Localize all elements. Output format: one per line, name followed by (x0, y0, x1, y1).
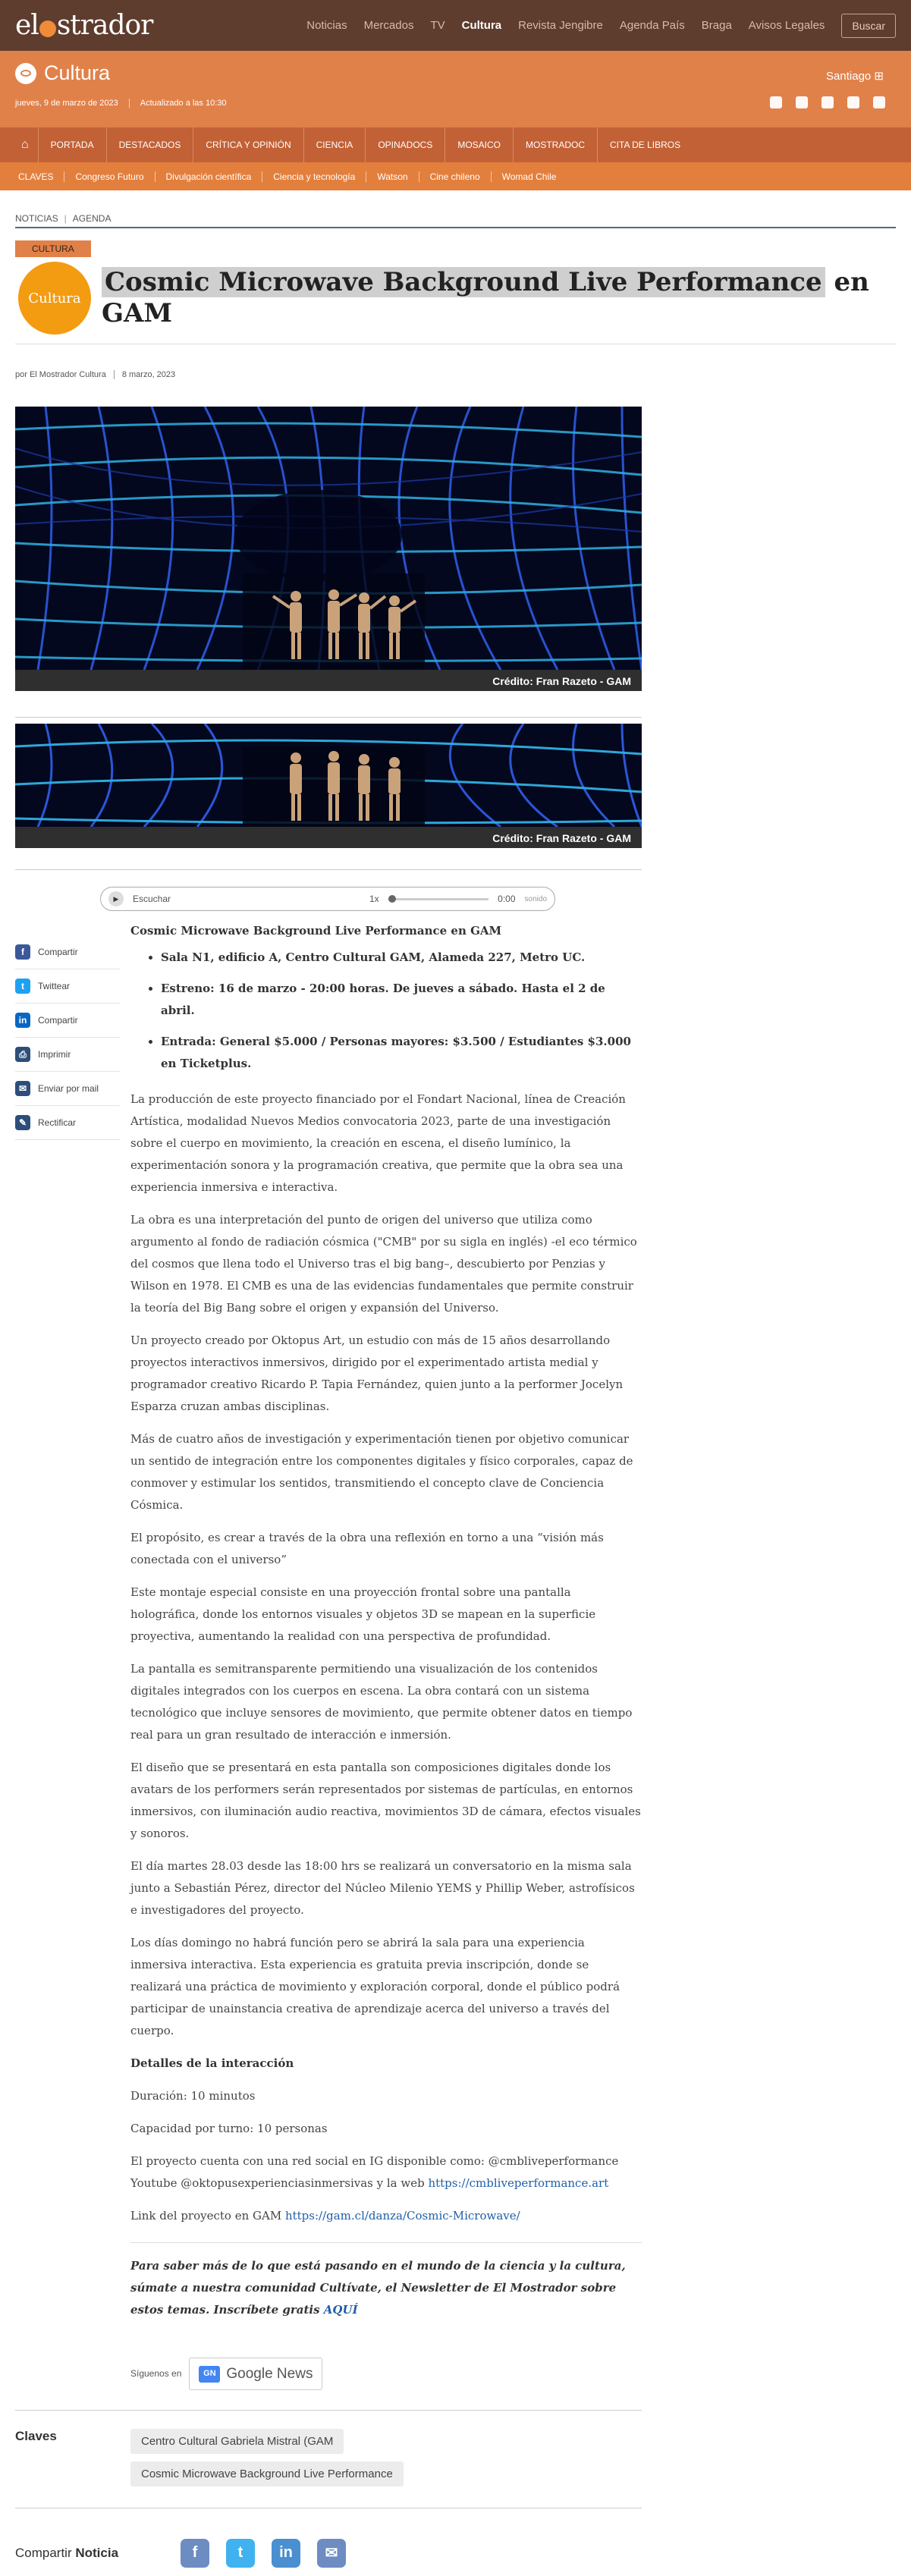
main-image (15, 407, 642, 691)
page-title-highlight: Cosmic Microwave Background Live Performance (102, 267, 825, 297)
sub-nav-watson[interactable]: Watson (366, 171, 418, 182)
logo-text-left: el (15, 10, 39, 41)
facebook-icon[interactable]: f (181, 2539, 209, 2568)
share-label: Rectificar (38, 1117, 77, 1128)
correction-button[interactable] (15, 1106, 120, 1140)
section-title-label: Cultura (44, 61, 111, 84)
share-facebook[interactable] (15, 935, 120, 969)
performance-photo-cropped (15, 724, 642, 827)
print-button[interactable] (15, 1038, 120, 1072)
sub-nav (0, 162, 911, 190)
image-credit: Crédito: Fran Razeto - GAM (15, 827, 642, 848)
play-icon[interactable]: ▶ (108, 891, 124, 906)
byline (15, 370, 896, 379)
main-nav (0, 127, 911, 162)
paragraph: Los días domingo no habrá función pero se abrirá la sala para una experiencia inmersiva interactiva. Esta experiencia es gratuita previa inscripción, donde se realizará una práctica de movimiento y exploración corporal, donde el público podrá participar de unainstancia creativa de aprendizaje acerca del universo a través del cuerpo. (130, 1936, 620, 2037)
paragraph: Un proyecto creado por Oktopus Art, un estudio con más de 15 años desarrollando proyectos interactivos inmersivos, dirigido por el experimentado artista medial y programador creativo Ricardo P. Tapia Fernández, quien junto a la performer Jocelyn Esparza cruzan ambas disciplinas. (130, 1334, 624, 1413)
logo-text-right: strador (56, 10, 153, 41)
yt-line: Youtube @oktopusexperienciasinmersivas y la web (130, 2176, 429, 2190)
grid-photo-graphic (15, 407, 642, 670)
list-item: • Sala N1, edificio A, Centro Cultural GAM, Alameda 227, Metro UC. (161, 947, 642, 969)
divider (15, 717, 642, 718)
divider (114, 370, 115, 379)
breadcrumb-noticias[interactable]: NOTICIAS (15, 213, 58, 224)
google-news-follow (130, 2358, 642, 2410)
section-title[interactable] (15, 61, 896, 85)
gam-prefix: Link del proyecto en GAM (130, 2209, 285, 2223)
publish-date: 8 marzo, 2023 (121, 370, 176, 379)
category-badge[interactable]: CULTURA (15, 240, 91, 257)
search-button[interactable]: Buscar (841, 14, 896, 38)
keywords-title: Claves (15, 2429, 57, 2443)
sound-control[interactable]: sonido (524, 894, 547, 903)
social-links-paragraph (130, 2150, 642, 2194)
top-nav-revista-jengibre[interactable]: Revista Jengibre (518, 19, 603, 32)
twitter-icon[interactable]: t (226, 2539, 255, 2568)
capacity: Capacidad por turno: 10 personas (130, 2122, 328, 2135)
google-news-label: Google News (226, 2366, 313, 2382)
top-nav-cultura[interactable]: Cultura (461, 19, 502, 32)
pencil-icon: ✎ (15, 1115, 30, 1130)
audio-label: Escuchar (133, 894, 171, 904)
main-nav-ciencia[interactable]: CIENCIA (303, 127, 366, 162)
section-header (0, 51, 911, 127)
paragraph: Este montaje especial consiste en una proyección frontal sobre una pantalla holográfica, donde los entornos visuales y objetos 3D se mapean en la superficie proyectiva, aumentando la realidad con una perspectiva de profundidad. (130, 1585, 596, 1643)
divider (15, 869, 642, 870)
share-title-prefix: Compartir (15, 2545, 76, 2560)
share-twitter[interactable] (15, 969, 120, 1004)
section-badge: Cultura (18, 262, 91, 335)
secondary-image (15, 724, 642, 848)
paragraph: El día martes 28.03 desde las 18:00 hrs se realizará un conversatorio en la misma sala junto a Sebastián Pérez, director del Núcleo Milenio YEMS y Phillip Weber, astrofísicos e investigadores del proyecto. (130, 1859, 635, 1917)
breadcrumb (15, 213, 896, 228)
audio-time: 0:00 (498, 894, 516, 904)
article-body (130, 919, 642, 2410)
paragraph: El diseño que se presentará en esta pantalla son composiciones digitales donde los avatars de los performers serán representados por sistemas de partículas, en entornos inmersivos, con iluminación audio reactiva, movimientos 3D de cámara, efectos visuales y sonoros. (130, 1761, 641, 1840)
sub-nav-cine-chileno[interactable]: Cine chileno (419, 171, 491, 182)
keyword-tag[interactable]: Cosmic Microwave Background Live Performance (130, 2461, 404, 2486)
keyword-tags (130, 2429, 404, 2486)
linkedin-icon[interactable]: in (272, 2539, 300, 2568)
main-nav-mosaico[interactable]: MOSAICO (445, 127, 513, 162)
print-icon: ⎙ (15, 1047, 30, 1062)
article (15, 919, 896, 2410)
image-credit: Crédito: Fran Razeto - GAM (15, 670, 642, 691)
facebook-icon[interactable] (770, 96, 782, 108)
main-content (0, 213, 911, 2576)
performance-photo (15, 407, 642, 670)
top-nav-noticias[interactable]: Noticias (306, 19, 347, 32)
share-linkedin[interactable] (15, 1004, 120, 1038)
eye-icon (15, 63, 36, 84)
main-nav-destacados[interactable]: DESTACADOS (106, 127, 193, 162)
main-nav-critica-opinion[interactable]: CRÍTICA Y OPINIÓN (193, 127, 303, 162)
top-nav (306, 14, 896, 38)
author[interactable]: por El Mostrador Cultura (15, 370, 106, 379)
website-link[interactable]: https://cmbliveperformance.art (428, 2176, 609, 2190)
details-title: Detalles de la interacción (130, 2056, 294, 2070)
main-nav-portada[interactable]: PORTADA (38, 127, 106, 162)
article-header (15, 262, 896, 344)
twitter-icon: t (15, 979, 30, 994)
list-item: • Entrada: General $5.000 / Personas mayores: $3.500 / Estudiantes $3.000 en Ticketplus. (161, 1031, 642, 1075)
main-nav-cita-libros[interactable]: CITA DE LIBROS (597, 127, 693, 162)
share-label: Enviar por mail (38, 1083, 99, 1094)
page-title-rest: en GAM (102, 267, 869, 328)
share-title (15, 2546, 137, 2561)
grid-photo-graphic (15, 724, 642, 827)
current-date: jueves, 9 de marzo de 2023 (15, 99, 118, 108)
event-info-list (161, 947, 642, 1075)
page-title (102, 267, 896, 329)
rss-icon[interactable] (873, 96, 885, 108)
share-label: Imprimir (38, 1049, 71, 1060)
ig-line: El proyecto cuenta con una red social en IG disponible como: @cmbliveperformance (130, 2154, 619, 2168)
sub-nav-ciencia-tecnologia[interactable]: Ciencia y tecnología (262, 171, 366, 182)
gam-link[interactable]: https://gam.cl/danza/Cosmic-Microwave/ (284, 2209, 520, 2223)
home-icon[interactable]: ⌂ (21, 138, 29, 151)
top-nav-tv[interactable]: TV (430, 19, 445, 32)
article-intro: Cosmic Microwave Background Live Performance en GAM (130, 924, 502, 938)
google-news-icon: GN (199, 2366, 220, 2383)
mail-icon[interactable]: ✉ (317, 2539, 346, 2568)
divider (129, 99, 130, 108)
top-nav-agenda-pais[interactable]: Agenda País (619, 19, 685, 32)
speed-control[interactable]: 1x (369, 894, 379, 904)
paragraph: El propósito, es crear a través de la obra una reflexión en torno a una “visión más conectada con el universo” (130, 1531, 604, 1566)
section-meta (15, 99, 896, 108)
share-bar (15, 2508, 642, 2576)
weather-icon: ⊞ (874, 70, 884, 83)
newsletter-link[interactable]: AQUÍ (323, 2303, 358, 2317)
progress-knob[interactable] (388, 895, 396, 903)
follow-label: Síguenos en (130, 2368, 182, 2379)
paragraph: La pantalla es semitransparente permitiendo una visualización de los contenidos digitales integrados con los cuerpos en escena. La obra contará con un sistema tecnológico que incluye sensores de movimiento, que permite obtener datos en tiempo real para un gran resultado de interacción e inmersión. (130, 1662, 633, 1742)
top-nav-mercados[interactable]: Mercados (363, 19, 414, 32)
updated-time: Actualizado a las 10:30 (140, 99, 227, 108)
email-button[interactable] (15, 1072, 120, 1106)
paragraph: La producción de este proyecto financiado por el Fondart Nacional, línea de Creación Artística, modalidad Nuevos Medios convocatoria 2023, parte de una investigación sobre el cuerpo en movimiento, la creación en escena, el diseño lumínico, la experimentación sonora y la programación creativa, que permite que la obra sea una experiencia inmersiva e interactiva. (130, 1092, 626, 1194)
share-label: Twittear (38, 981, 71, 991)
linkedin-icon: in (15, 1013, 30, 1028)
duration: Duración: 10 minutos (130, 2089, 256, 2103)
newsletter-cta (130, 2242, 642, 2321)
paragraph: Más de cuatro años de investigación y experimentación tienen por objetivo comunicar un sentido de integración entre los componentes digitales y físico corporales, capaz de conmover y estimular los sentidos, transmitiendo el concepto clave de Conciencia Cósmica. (130, 1432, 633, 1512)
share-title-bold: Noticia (75, 2545, 119, 2560)
share-label: Compartir (38, 947, 78, 957)
keyword-tag[interactable]: Centro Cultural Gabriela Mistral (GAM (130, 2429, 344, 2454)
city-label: Santiago (826, 70, 872, 83)
logo-dot (39, 20, 56, 37)
twitter-icon[interactable] (796, 96, 808, 108)
mail-icon: ✉ (15, 1081, 30, 1096)
header-social-links (770, 96, 885, 108)
facebook-icon: f (15, 944, 30, 960)
top-bar (0, 0, 911, 51)
top-nav-avisos-legales[interactable]: Avisos Legales (748, 19, 825, 32)
share-sidebar (15, 919, 130, 2410)
site-logo[interactable] (15, 10, 152, 41)
mail-icon[interactable] (847, 96, 859, 108)
breadcrumb-agenda[interactable]: AGENDA (72, 213, 112, 224)
audio-progress-slider[interactable] (388, 898, 488, 900)
sub-nav-divulgacion[interactable]: Divulgación científica (155, 171, 262, 182)
sub-nav-congreso-futuro[interactable]: Congreso Futuro (64, 171, 154, 182)
city-weather[interactable] (826, 69, 884, 83)
keywords-section (15, 2410, 642, 2486)
sub-nav-womad[interactable]: Womad Chile (491, 171, 567, 182)
audio-player (100, 887, 555, 911)
sub-nav-claves[interactable]: CLAVES (18, 171, 54, 182)
list-item: • Estreno: 16 de marzo - 20:00 horas. De jueves a sábado. Hasta el 2 de abril. (161, 978, 642, 1022)
breadcrumb-separator: | (64, 213, 67, 224)
paragraph: La obra es una interpretación del punto de origen del universo que utiliza como argumento al fondo de radiación cósmica ("CMB" por su sigla en inglés) -el eco térmico del cosmos que llena todo el Universo tras el big bang–, descubierto por Penzias y Wilson en 1978. El CMB es una de las evidencias fundamentales que permite construir la teoría del Big Bang sobre el origen y expansión del Universo. (130, 1213, 637, 1315)
share-icons (181, 2539, 346, 2568)
top-nav-braga[interactable]: Braga (701, 19, 732, 32)
main-nav-opinadocs[interactable]: OPINADOCS (365, 127, 445, 162)
main-nav-mostradoc[interactable]: MOSTRADOC (513, 127, 597, 162)
instagram-icon[interactable] (821, 96, 834, 108)
share-label: Compartir (38, 1015, 78, 1026)
gam-link-paragraph (130, 2205, 642, 2227)
google-news-button[interactable] (189, 2358, 322, 2390)
cta-text: Para saber más de lo que está pasando en el mundo de la ciencia y la cultura, súmate a nuestra comunidad Cultívate, el Newsletter de El Mostrador sobre estos temas. Inscríbete gratis (130, 2259, 626, 2317)
